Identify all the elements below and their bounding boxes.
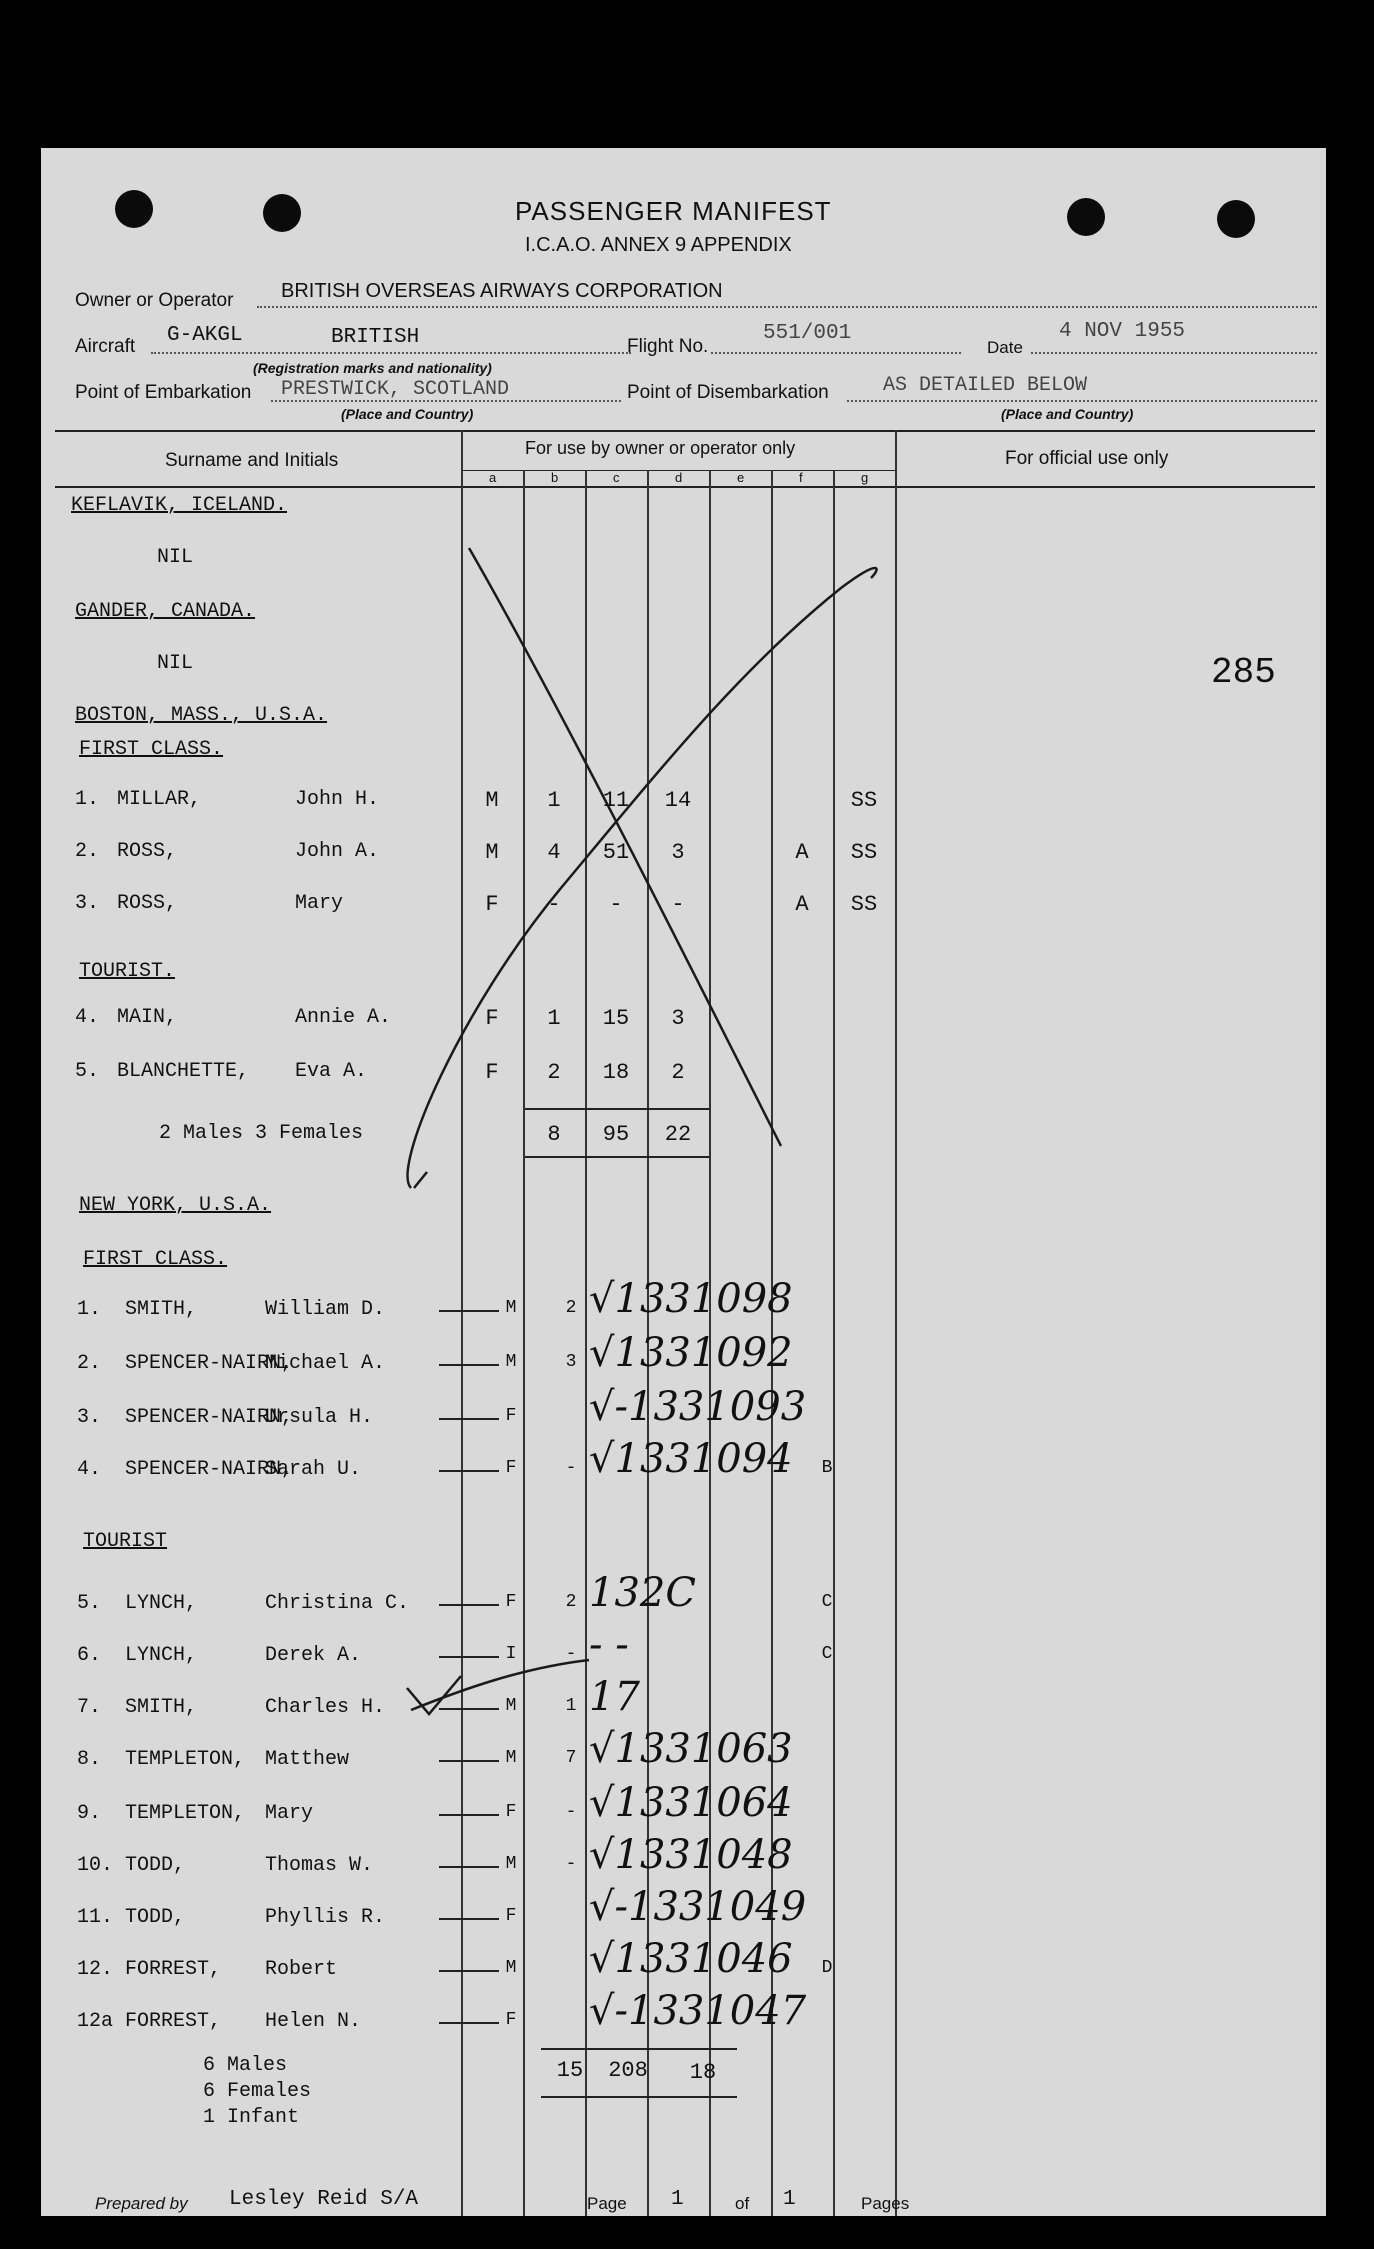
gander-nil: NIL <box>157 652 194 675</box>
official-column-header: For official use only <box>1005 448 1169 469</box>
cell-b: 1 <box>547 1006 561 1031</box>
row-number: 4. <box>77 1458 102 1481</box>
passenger-surname: MAIN, <box>117 1006 178 1029</box>
passenger-surname: SPENCER-NAIRN, <box>125 1352 294 1375</box>
passenger-surname: TEMPLETON, <box>125 1802 246 1825</box>
subcolumn-header: b <box>551 470 559 485</box>
row-number: 8. <box>77 1748 102 1771</box>
handwritten-ticket-number: √1331092 <box>589 1330 793 1376</box>
owner-value: BRITISH OVERSEAS AIRWAYS CORPORATION <box>281 280 723 302</box>
cell-c: 51 <box>602 840 630 865</box>
cell-g: SS <box>850 840 878 865</box>
row-number: 9. <box>77 1802 102 1825</box>
page-value: 1 <box>671 2188 684 2211</box>
cell-a: F <box>485 1006 499 1031</box>
passenger-surname: SPENCER-NAIRN, <box>125 1458 294 1481</box>
passenger-given-names: Annie A. <box>295 1006 392 1029</box>
aircraft-registration: G-AKGL <box>167 324 243 347</box>
subcolumn-header: c <box>613 470 620 485</box>
handwritten-ticket-number: √1331048 <box>589 1832 793 1878</box>
ny-summary-males: 6 Males <box>203 2054 288 2077</box>
cell-a: F <box>505 1406 517 1426</box>
handwritten-ticket-number: √1331063 <box>589 1726 793 1772</box>
cell-a: M <box>505 1958 517 1978</box>
passenger-given-names: Helen N. <box>265 2010 362 2033</box>
cell-b: 1 <box>565 1696 577 1716</box>
cell-f: B <box>821 1458 833 1478</box>
cell-f: A <box>795 892 809 917</box>
aircraft-nationality: BRITISH <box>331 326 420 349</box>
keflavik-nil: NIL <box>157 546 194 569</box>
passenger-given-names: Ursula H. <box>265 1406 374 1429</box>
disembarkation-value: AS DETAILED BELOW <box>883 374 1088 397</box>
passenger-surname: ROSS, <box>117 840 178 863</box>
boston-summary: 2 Males 3 Females <box>159 1122 364 1145</box>
page-label: Page <box>587 2194 627 2213</box>
row-number: 2. <box>77 1352 102 1375</box>
cell-b: - <box>565 1458 577 1478</box>
cell-b: - <box>565 1802 577 1822</box>
subcolumn-header: d <box>675 470 683 485</box>
passenger-given-names: Matthew <box>265 1748 350 1771</box>
cell-b: 7 <box>565 1748 577 1768</box>
document-subtitle: I.C.A.O. ANNEX 9 APPENDIX <box>525 234 792 256</box>
row-number: 6. <box>77 1644 102 1667</box>
flight-label: Flight No. <box>627 336 709 357</box>
date-value: 4 NOV 1955 <box>1059 320 1186 343</box>
handwritten-ticket-number: 132C <box>589 1570 696 1616</box>
document-title: PASSENGER MANIFEST <box>515 196 832 226</box>
manifest-sheet <box>41 148 1326 2216</box>
section-boston: BOSTON, MASS., U.S.A. <box>75 704 328 727</box>
cell-a: F <box>505 2010 517 2030</box>
registration-note: (Registration marks and nationality) <box>253 360 492 376</box>
cell-a: F <box>505 1592 517 1612</box>
disembarkation-label: Point of Disembarkation <box>627 382 829 403</box>
row-number: 7. <box>77 1696 102 1719</box>
passenger-surname: TEMPLETON, <box>125 1748 246 1771</box>
cell-b: 4 <box>547 840 561 865</box>
cell-c: - <box>609 892 623 917</box>
handwritten-ticket-number: √1331064 <box>589 1780 793 1826</box>
cell-a: F <box>505 1458 517 1478</box>
cell-f: C <box>821 1592 833 1612</box>
passenger-given-names: Christina C. <box>265 1592 410 1615</box>
disembarkation-note: (Place and Country) <box>1001 406 1134 422</box>
passenger-given-names: Sarah U. <box>265 1458 362 1481</box>
passenger-given-names: Michael A. <box>265 1352 386 1375</box>
cell-a: I <box>505 1644 517 1664</box>
passenger-given-names: Phyllis R. <box>265 1906 386 1929</box>
aircraft-label: Aircraft <box>75 336 136 357</box>
row-number: 3. <box>77 1406 102 1429</box>
handwritten-ticket-number: √1331098 <box>589 1276 793 1322</box>
embarkation-note: (Place and Country) <box>341 406 474 422</box>
cell-a: M <box>505 1352 517 1372</box>
passenger-given-names: Derek A. <box>265 1644 362 1667</box>
cell-a: F <box>505 1906 517 1926</box>
embarkation-label: Point of Embarkation <box>75 382 252 403</box>
passenger-surname: ROSS, <box>117 892 178 915</box>
passenger-given-names: William D. <box>265 1298 386 1321</box>
passenger-surname: SMITH, <box>125 1298 198 1321</box>
row-number: 3. <box>75 892 100 915</box>
handwritten-strike-marks <box>41 148 1326 2216</box>
passenger-given-names: Robert <box>265 1958 338 1981</box>
cell-a: F <box>505 1802 517 1822</box>
cell-d: - <box>671 892 685 917</box>
boston-total-c: 95 <box>602 1122 630 1147</box>
row-number: 12. <box>77 1958 114 1981</box>
passenger-given-names: Mary <box>265 1802 314 1825</box>
cell-b: 2 <box>565 1298 577 1318</box>
passenger-given-names: Mary <box>295 892 344 915</box>
flight-number: 551/001 <box>763 322 852 345</box>
cell-c: 18 <box>602 1060 630 1085</box>
section-keflavik: KEFLAVIK, ICELAND. <box>71 494 288 517</box>
cell-b: 2 <box>565 1592 577 1612</box>
row-number: 5. <box>75 1060 100 1083</box>
boston-total-b: 8 <box>547 1122 561 1147</box>
prepared-by-value: Lesley Reid S/A <box>229 2188 419 2211</box>
boston-first-class: FIRST CLASS. <box>79 738 224 761</box>
cell-a: M <box>505 1854 517 1874</box>
passenger-given-names: John A. <box>295 840 380 863</box>
row-number: 4. <box>75 1006 100 1029</box>
operator-column-header: For use by owner or operator only <box>525 438 796 458</box>
subcolumn-header: f <box>799 470 803 485</box>
cell-b: 1 <box>547 788 561 813</box>
passenger-surname: LYNCH, <box>125 1592 198 1615</box>
cell-a: M <box>505 1696 517 1716</box>
handwritten-ticket-number: √1331046 <box>589 1936 793 1982</box>
cell-a: M <box>485 840 499 865</box>
cell-b: - <box>547 892 561 917</box>
surname-column-header: Surname and Initials <box>165 450 339 471</box>
row-number: 10. <box>77 1854 114 1877</box>
prepared-by-label: Prepared by <box>95 2194 188 2213</box>
ny-summary-females: 6 Females <box>203 2080 312 2103</box>
handwritten-ticket-number: √-1331047 <box>589 1988 807 2034</box>
cell-f: A <box>795 840 809 865</box>
ny-first-class: FIRST CLASS. <box>83 1248 228 1271</box>
passenger-surname: LYNCH, <box>125 1644 198 1667</box>
handwritten-ticket-number: √-1331093 <box>589 1384 807 1430</box>
cell-a: M <box>505 1748 517 1768</box>
passenger-surname: TODD, <box>125 1854 186 1877</box>
cell-b: 2 <box>547 1060 561 1085</box>
cell-c: 15 <box>602 1006 630 1031</box>
row-number: 2. <box>75 840 100 863</box>
official-reference-number: 285 <box>1211 652 1276 693</box>
passenger-surname: BLANCHETTE, <box>117 1060 250 1083</box>
handwritten-ticket-number: √-1331049 <box>589 1884 807 1930</box>
handwritten-ticket-number: - - <box>589 1622 629 1668</box>
cell-b: 3 <box>565 1352 577 1372</box>
passenger-surname: SMITH, <box>125 1696 198 1719</box>
of-value: 1 <box>783 2188 796 2211</box>
cell-a: F <box>485 1060 499 1085</box>
handwritten-ticket-number: 17 <box>589 1674 640 1720</box>
cell-b: - <box>565 1644 577 1664</box>
cell-g: SS <box>850 892 878 917</box>
cell-d: 2 <box>671 1060 685 1085</box>
cell-c: 11 <box>602 788 630 813</box>
ny-total-c: 208 <box>608 2058 648 2083</box>
row-number: 12a <box>77 2010 114 2033</box>
passenger-surname: TODD, <box>125 1906 186 1929</box>
cell-a: F <box>485 892 499 917</box>
ny-tourist: TOURIST <box>83 1530 168 1553</box>
cell-f: D <box>821 1958 833 1978</box>
of-label: of <box>735 2194 750 2213</box>
date-label: Date <box>987 338 1023 357</box>
cell-g: SS <box>850 788 878 813</box>
section-gander: GANDER, CANADA. <box>75 600 256 623</box>
subcolumn-header: a <box>489 470 497 485</box>
passenger-surname: SPENCER-NAIRN, <box>125 1406 294 1429</box>
embarkation-value: PRESTWICK, SCOTLAND <box>281 378 510 401</box>
boston-tourist: TOURIST. <box>79 960 176 983</box>
passenger-given-names: John H. <box>295 788 380 811</box>
owner-label: Owner or Operator <box>75 290 234 311</box>
cell-a: M <box>505 1298 517 1318</box>
passenger-given-names: Eva A. <box>295 1060 368 1083</box>
handwritten-ticket-number: √1331094 <box>589 1436 793 1482</box>
passenger-given-names: Charles H. <box>265 1696 386 1719</box>
boston-total-d: 22 <box>664 1122 692 1147</box>
subcolumn-header: g <box>861 470 869 485</box>
ny-summary-infant: 1 Infant <box>203 2106 300 2129</box>
passenger-surname: FORREST, <box>125 2010 222 2033</box>
passenger-given-names: Thomas W. <box>265 1854 374 1877</box>
cell-f: C <box>821 1644 833 1664</box>
passenger-surname: FORREST, <box>125 1958 222 1981</box>
row-number: 1. <box>75 788 100 811</box>
cell-a: M <box>485 788 499 813</box>
section-new-york: NEW YORK, U.S.A. <box>79 1194 272 1217</box>
ny-total-d: 18 <box>689 2060 717 2085</box>
row-number: 1. <box>77 1298 102 1321</box>
subcolumn-header: e <box>737 470 745 485</box>
cell-d: 3 <box>671 840 685 865</box>
pages-label: Pages <box>861 2194 910 2213</box>
ny-total-b: 15 <box>556 2058 584 2083</box>
cell-d: 14 <box>664 788 692 813</box>
cell-d: 3 <box>671 1006 685 1031</box>
row-number: 11. <box>77 1906 114 1929</box>
row-number: 5. <box>77 1592 102 1615</box>
passenger-surname: MILLAR, <box>117 788 202 811</box>
cell-b: - <box>565 1854 577 1874</box>
